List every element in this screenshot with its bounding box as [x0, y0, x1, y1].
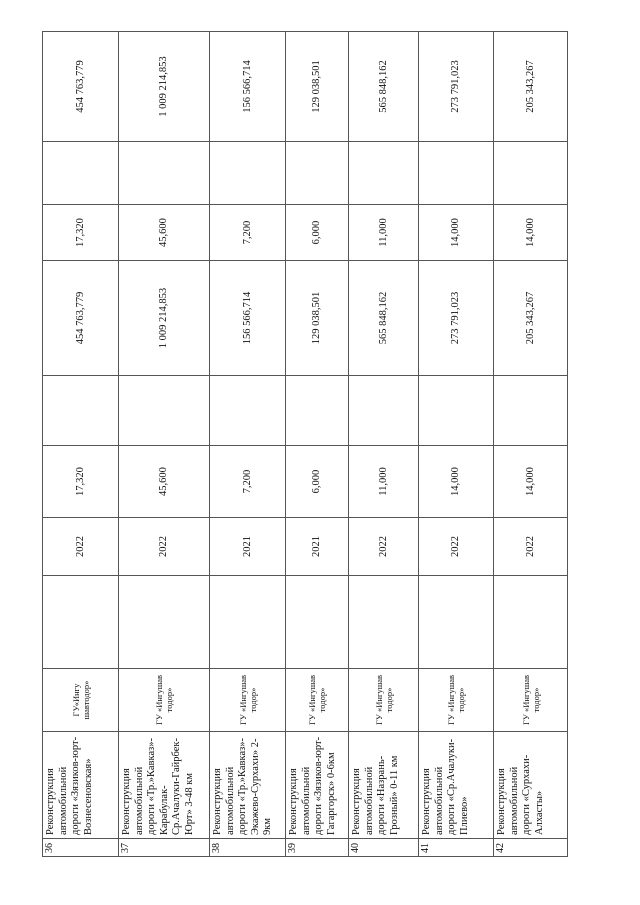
empty-cell: [494, 376, 568, 446]
rotated-page: [42, 32, 567, 857]
cost-total-2: 273 791,023: [419, 32, 494, 142]
empty-cell: [419, 376, 494, 446]
year: 2022: [494, 518, 568, 576]
empty-cell: [286, 376, 349, 446]
empty-cell: [43, 142, 119, 205]
table-row: [349, 32, 419, 857]
cost-total: 205 343,267: [494, 261, 568, 376]
cost-total: 273 791,023: [419, 261, 494, 376]
year: 2022: [43, 518, 119, 576]
length-km-2: 14,000: [419, 205, 494, 261]
cost-total: 156 566,714: [210, 261, 286, 376]
table-row: [119, 32, 210, 857]
empty-cell: [119, 376, 210, 446]
cost-total-2: 205 343,267: [494, 32, 568, 142]
cost-total-2: 129 038,501: [286, 32, 349, 142]
length-km-2: 6,000: [286, 205, 349, 261]
table-row: [43, 32, 119, 857]
empty-cell: [43, 376, 119, 446]
length-km: 14,000: [419, 446, 494, 518]
organization: ГУ «Ингушав тодор»: [286, 669, 349, 732]
road-name: Реконструкция автомобильной дороги «Зязиков-юрт-Вознесеновская»: [43, 732, 119, 839]
empty-cell: [349, 376, 419, 446]
length-km: 7,200: [210, 446, 286, 518]
length-km-2: 45,600: [119, 205, 210, 261]
organization: ГУ«Ингу шавтодор»: [43, 669, 119, 732]
cost-total-2: 565 848,162: [349, 32, 419, 142]
organization: ГУ «Ингушав тодор»: [349, 669, 419, 732]
length-km-2: 7,200: [210, 205, 286, 261]
length-km-2: 11,000: [349, 205, 419, 261]
cost-total-2: 454 763,779: [43, 32, 119, 142]
length-km-2: 17,320: [43, 205, 119, 261]
row-number: 37: [119, 839, 210, 857]
organization: ГУ «Ингушав тодор»: [119, 669, 210, 732]
row-number: 40: [349, 839, 419, 857]
year: 2021: [210, 518, 286, 576]
projects-table: [42, 31, 568, 857]
empty-cell: [286, 142, 349, 205]
empty-cell: [119, 576, 210, 669]
table-row: [419, 32, 494, 857]
empty-cell: [419, 576, 494, 669]
length-km-2: 14,000: [494, 205, 568, 261]
empty-cell: [494, 142, 568, 205]
road-name: Реконструкция автомобильной дороги «Тр.»Кавказ»-Экажево-Сурхахи» 2-9км: [210, 732, 286, 839]
empty-cell: [210, 142, 286, 205]
year: 2021: [286, 518, 349, 576]
cost-total: 454 763,779: [43, 261, 119, 376]
row-number: 39: [286, 839, 349, 857]
empty-cell: [210, 576, 286, 669]
cost-total: 129 038,501: [286, 261, 349, 376]
organization: ГУ «Ингушав тодор»: [210, 669, 286, 732]
empty-cell: [419, 142, 494, 205]
table-row: [286, 32, 349, 857]
table-row: [210, 32, 286, 857]
length-km: 45,600: [119, 446, 210, 518]
row-number: 36: [43, 839, 119, 857]
road-name: Реконструкция автомобильной дороги «Назрань-Грозный» 0-11 км: [349, 732, 419, 839]
road-name: Реконструкция автомобильной дороги «Сурхахи-Алхасты»: [494, 732, 568, 839]
length-km: 17,320: [43, 446, 119, 518]
year: 2022: [119, 518, 210, 576]
row-number: 42: [494, 839, 568, 857]
empty-cell: [494, 576, 568, 669]
length-km: 11,000: [349, 446, 419, 518]
table-body: [43, 32, 568, 857]
empty-cell: [119, 142, 210, 205]
road-name: Реконструкция автомобильной дороги «Ср.Ачалуки-Плиево»: [419, 732, 494, 839]
row-number: 38: [210, 839, 286, 857]
organization: ГУ «Ингушав тодор»: [494, 669, 568, 732]
year: 2022: [419, 518, 494, 576]
empty-cell: [349, 142, 419, 205]
cost-total: 1 009 214,853: [119, 261, 210, 376]
cost-total-2: 156 566,714: [210, 32, 286, 142]
row-number: 41: [419, 839, 494, 857]
road-name: Реконструкция автомобильной дороги «Зязиков-юрт-Гагаргорск» 0-6км: [286, 732, 349, 839]
empty-cell: [210, 376, 286, 446]
cost-total-2: 1 009 214,853: [119, 32, 210, 142]
road-name: Реконструкция автомобильной дороги «Тр.»Кавказ»-Карабулак-Ср.Ачалуки-Гайрбек-Юрт» 3-48 км: [119, 732, 210, 839]
empty-cell: [286, 576, 349, 669]
cost-total: 565 848,162: [349, 261, 419, 376]
table-row: [494, 32, 568, 857]
organization: ГУ «Ингушав тодор»: [419, 669, 494, 732]
year: 2022: [349, 518, 419, 576]
empty-cell: [349, 576, 419, 669]
length-km: 14,000: [494, 446, 568, 518]
length-km: 6,000: [286, 446, 349, 518]
empty-cell: [43, 576, 119, 669]
